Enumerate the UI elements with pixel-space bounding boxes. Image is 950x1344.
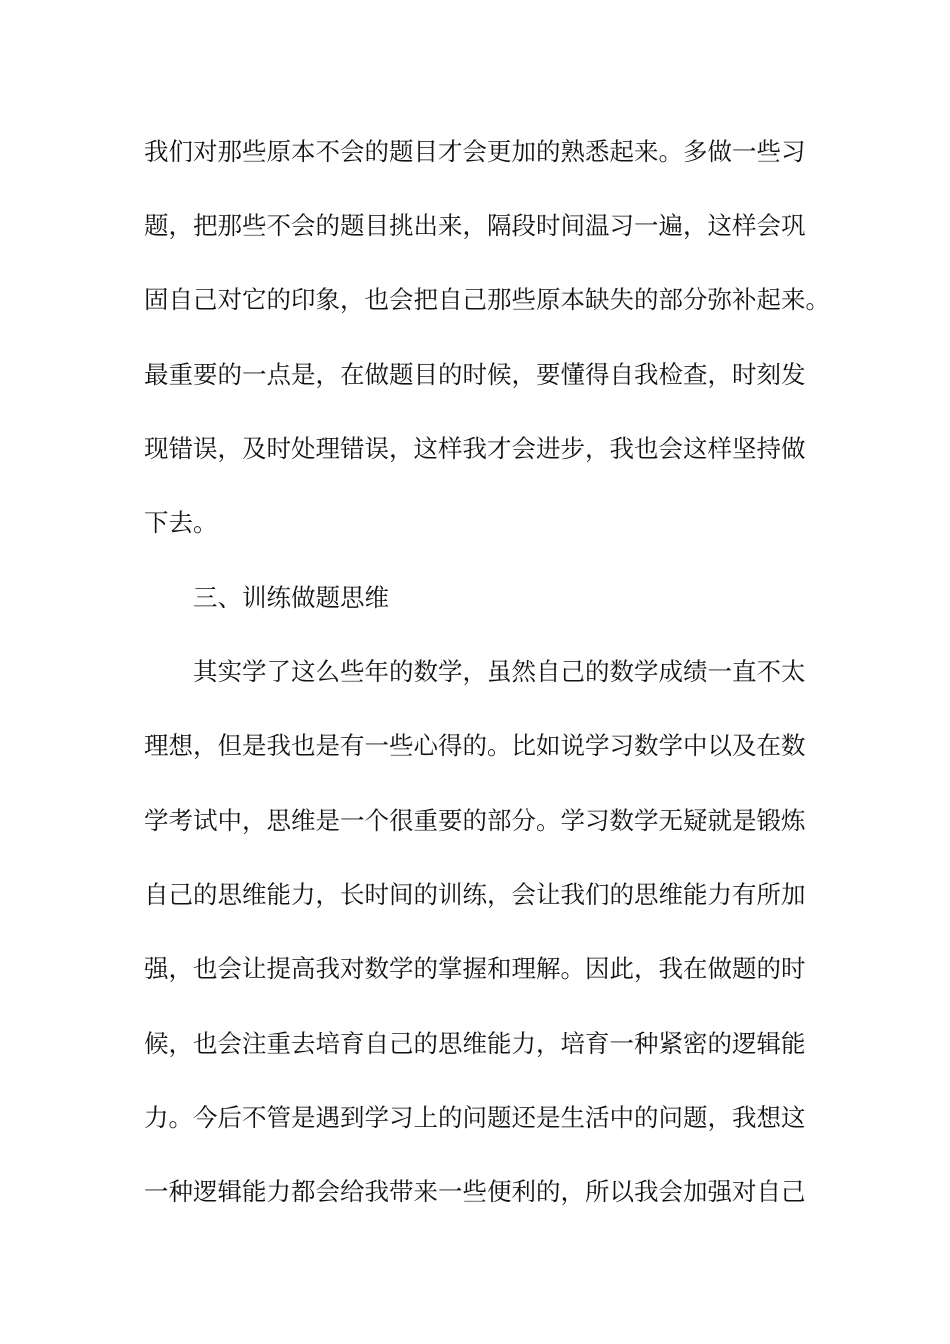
body-text-line: 强，也会让提高我对数学的掌握和理解。因此，我在做题的时 [144, 954, 806, 983]
body-text-line: 学考试中，思维是一个很重要的部分。学习数学无疑就是锻炼 [144, 806, 806, 835]
body-text-line: 固自己对它的印象，也会把自己那些原本缺失的部分弥补起来。 [144, 285, 830, 314]
body-text-line: 理想，但是我也是有一些心得的。比如说学习数学中以及在数 [144, 731, 806, 760]
body-text-line: 自己的思维能力，长时间的训练，会让我们的思维能力有所加 [144, 880, 806, 909]
body-text-line: 现错误，及时处理错误，这样我才会进步，我也会这样坚持做 [144, 434, 806, 463]
body-text-line: 候，也会注重去培育自己的思维能力，培育一种紧密的逻辑能 [144, 1029, 806, 1058]
body-text-line: 其实学了这么些年的数学，虽然自己的数学成绩一直不太 [193, 657, 806, 686]
section-heading: 三、训练做题思维 [193, 583, 389, 612]
body-text-line: 最重要的一点是，在做题目的时候，要懂得自我检查，时刻发 [144, 360, 806, 389]
body-text-line: 一种逻辑能力都会给我带来一些便利的，所以我会加强对自己 [144, 1177, 806, 1206]
body-text-line: 题，把那些不会的题目挑出来，隔段时间温习一遍，这样会巩 [144, 211, 806, 240]
body-text-line: 力。今后不管是遇到学习上的问题还是生活中的问题，我想这 [144, 1103, 806, 1132]
body-text-line: 我们对那些原本不会的题目才会更加的熟悉起来。多做一些习 [144, 137, 806, 166]
body-text-line: 下去。 [144, 508, 218, 537]
